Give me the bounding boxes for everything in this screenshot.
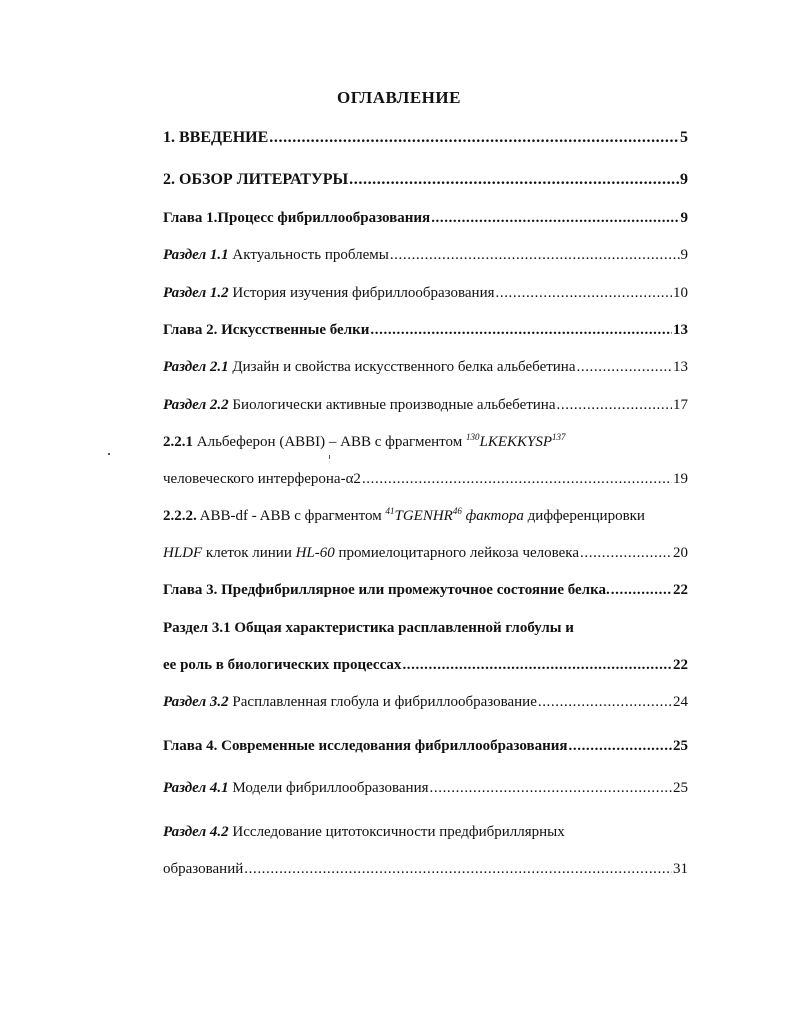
toc-entry-text [163, 692, 537, 712]
text-fragment: клеток линии [202, 545, 296, 561]
toc-page-number: 24 [673, 694, 688, 710]
leader-dots [390, 245, 680, 265]
subsection-title: Альбеферон (ABBI) – ABB с фрагментом [193, 434, 466, 450]
section-label: Раздел 3.2 [163, 694, 229, 710]
toc-entry-chapter-3 [163, 580, 688, 600]
sequence-end-superscript: 137 [552, 432, 566, 442]
toc-entry-2-2-1-line-2 [163, 469, 688, 489]
toc-page-number: 22 [673, 582, 688, 598]
leader-dots [580, 543, 672, 563]
leader-dots [577, 357, 673, 377]
toc-entry-text [163, 357, 576, 377]
subsection-title: ABB-df - ABB с фрагментом [196, 508, 386, 524]
toc-page-number: 22 [673, 657, 688, 673]
toc-entry-2-2-2-line-1 [163, 506, 645, 526]
leader-dots [496, 283, 673, 303]
toc-entry-2-2-2-line-2 [163, 543, 688, 563]
section-title: Модели фибриллообразования [228, 780, 429, 796]
page-title: ОГЛАВЛЕНИЕ [337, 88, 461, 107]
toc-entry-chapter-4 [163, 736, 688, 756]
peptide-sequence: TGENHR [394, 508, 453, 524]
toc-entry-section-3-1-line-1: Раздел 3.1 Общая характеристика расплавленной глобулы и [163, 620, 574, 636]
toc-entry-text: ее роль в биологических процессах [163, 657, 402, 673]
toc-entry-section-1-1 [163, 245, 688, 265]
toc-page-number: 25 [673, 738, 688, 754]
toc-entry-chapter-1 [163, 208, 688, 228]
leader-dots [538, 692, 672, 712]
leader-dots [349, 170, 679, 190]
sequence-end-superscript: 46 [452, 506, 462, 516]
leader-dots [244, 859, 672, 879]
toc-page-number: 5 [680, 129, 688, 146]
toc-entry-section-3-1-line-2 [163, 655, 688, 675]
toc-entry-text: Глава 3. Предфибриллярное или промежуточное состояние белка. [163, 582, 610, 598]
toc-entry-section-4-2-line-2 [163, 859, 688, 879]
toc-page-number: 13 [673, 359, 688, 375]
toc-entry-section-2-1 [163, 357, 688, 377]
toc-page-number: 17 [673, 397, 688, 413]
toc-entry-introduction [163, 128, 688, 148]
toc-page-number: 9 [680, 171, 688, 188]
toc-entry-section-4-1 [163, 778, 688, 798]
leader-dots [430, 778, 672, 798]
toc-entry-text: Глава 1.Процесс фибриллообразования [163, 210, 431, 226]
leader-dots [611, 580, 672, 600]
peptide-sequence: LKEKKYSP [479, 434, 553, 450]
leader-dots [362, 469, 672, 489]
section-label: Раздел 1.1 [163, 247, 229, 263]
leader-dots [370, 320, 672, 340]
toc-entry-text: 2. ОБЗОР ЛИТЕРАТУРЫ [163, 171, 349, 188]
scan-speck [329, 455, 330, 459]
toc-entry-section-4-2-line-1 [163, 822, 565, 842]
toc-entry-section-2-2 [163, 395, 688, 415]
toc-entry-2-2-1-line-1 [163, 432, 566, 452]
subsection-title-tail: дифференцировки [523, 508, 645, 524]
section-label: Раздел 2.2 [163, 397, 229, 413]
toc-page-number: 19 [673, 471, 688, 487]
section-title: Дизайн и свойства искусственного белка альбебетина [228, 359, 576, 375]
section-label: Раздел 2.1 [163, 359, 229, 375]
toc-entry-text [163, 283, 495, 303]
section-label: Раздел 4.2 [163, 824, 229, 840]
toc-entry-text: Глава 4. Современные исследования фибриллообразования [163, 738, 568, 754]
section-title: История изучения фибриллообразования [228, 285, 495, 301]
toc-page-number: 9 [680, 247, 688, 263]
toc-entry-section-3-2 [163, 692, 688, 712]
toc-entry-literature-review [163, 170, 688, 190]
toc-entry-text [163, 395, 556, 415]
toc-page-number: 13 [673, 322, 688, 338]
toc-entry-text: образований [163, 861, 244, 877]
toc-entry-text [163, 778, 429, 798]
toc-entry-text [163, 543, 579, 563]
toc-page-number: 31 [673, 861, 688, 877]
section-title: Актуальность проблемы [228, 247, 389, 263]
hldf-term: HLDF [163, 545, 203, 561]
toc-entry-text: Глава 2. Искусственные белки [163, 322, 370, 338]
section-title: Исследование цитотоксичности предфибриллярных [228, 824, 565, 840]
toc-page-number: 20 [673, 545, 688, 561]
section-title: Расплавленная глобула и фибриллообразование [228, 694, 537, 710]
leader-dots [431, 208, 679, 228]
toc-page-number: 9 [680, 210, 688, 226]
toc-entry-text [163, 245, 389, 265]
text-fragment: промиелоцитарного лейкоза человека [334, 545, 580, 561]
factor-word: фактора [461, 508, 524, 524]
leader-dots [557, 395, 673, 415]
leader-dots [269, 128, 679, 148]
toc-entry-section-1-2 [163, 283, 688, 303]
leader-dots [569, 736, 672, 756]
leader-dots [402, 655, 672, 675]
toc-entry-chapter-2 [163, 320, 688, 340]
toc-page-number: 10 [673, 285, 688, 301]
toc-entry-text: человеческого интерферона-α2 [163, 471, 361, 487]
cell-line-term: HL-60 [295, 545, 335, 561]
section-label: Раздел 1.2 [163, 285, 229, 301]
sequence-start-superscript: 130 [466, 432, 480, 442]
sequence-start-superscript: 41 [385, 506, 395, 516]
toc-page-number: 25 [673, 780, 688, 796]
section-label: Раздел 4.1 [163, 780, 229, 796]
toc-entry-text: 1. ВВЕДЕНИЕ [163, 129, 269, 146]
scan-speck [108, 453, 110, 455]
subsection-number: 2.2.1 [163, 434, 193, 450]
section-title: Биологически активные производные альбебетина [228, 397, 556, 413]
subsection-number: 2.2.2. [163, 508, 197, 524]
